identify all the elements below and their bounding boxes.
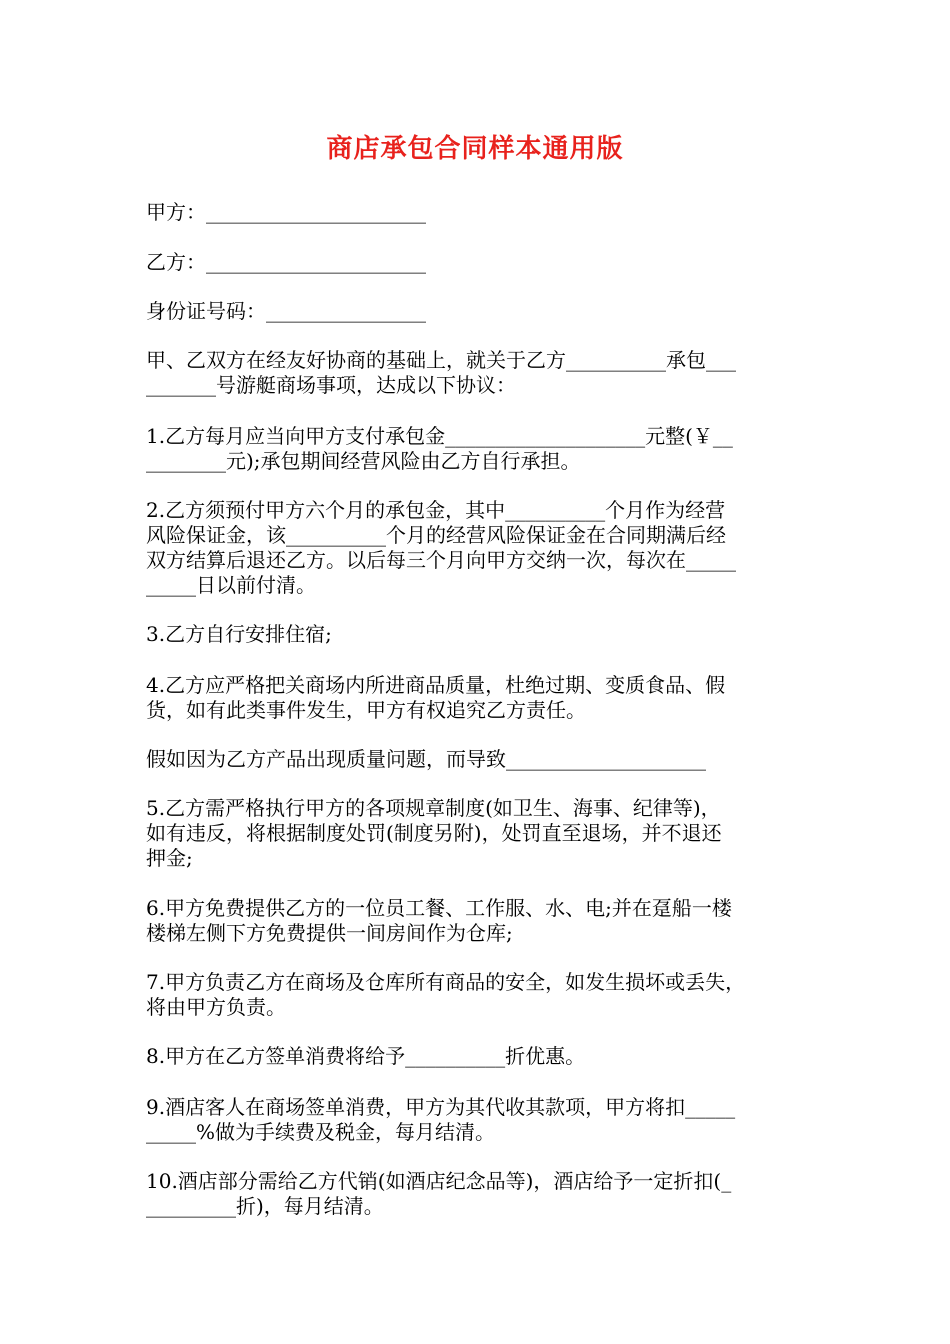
paragraph-line: 3.乙方自行安排住宿; <box>146 622 332 646</box>
paragraph-line: 假如因为乙方产品出现质量问题，而导致____________________ <box>146 747 706 771</box>
clause-7 <box>146 970 818 1020</box>
paragraph-line: 风险保证金，该__________个月的经营风险保证金在合同期满后经 <box>146 523 726 547</box>
clause-4 <box>146 673 818 723</box>
paragraph-line: _____日以前付清。 <box>146 573 316 597</box>
paragraph-line: ________元);承包期间经营风险由乙方自行承担。 <box>146 449 581 473</box>
preamble-paragraph <box>146 348 818 398</box>
paragraph-line: 楼梯左侧下方免费提供一间房间作为仓库; <box>146 921 513 945</box>
paragraph-line: _________折)，每月结清。 <box>146 1194 384 1218</box>
paragraph-line: 甲方：______________________ <box>146 200 426 224</box>
paragraph-line: 将由甲方负责。 <box>146 995 286 1019</box>
paragraph-line: 10.酒店部分需给乙方代销(如酒店纪念品等)，酒店给予一定折扣(_ <box>146 1169 732 1193</box>
paragraph-line: 如有违反，将根据制度处罚(制度另附)，处罚直至退场，并不退还 <box>146 821 722 845</box>
document-title: 商店承包合同样本通用版 <box>326 134 624 164</box>
clause-2 <box>146 498 818 598</box>
clause-8 <box>146 1044 818 1069</box>
clause-5 <box>146 796 818 871</box>
paragraph-line: 7.甲方负责乙方在商场及仓库所有商品的安全，如发生损坏或丢失， <box>146 970 746 994</box>
paragraph-line: _______号游艇商场事项，达成以下协议： <box>146 373 516 397</box>
clause-1 <box>146 424 818 474</box>
paragraph-line: 5.乙方需严格执行甲方的各项规章制度(如卫生、海事、纪律等)， <box>146 796 721 820</box>
clause-4-note <box>146 747 818 772</box>
paragraph-line: 身份证号码：________________ <box>146 299 426 323</box>
paragraph-line: 2.乙方须预付甲方六个月的承包金，其中__________个月作为经营 <box>146 498 726 522</box>
paragraph-line: _____%做为手续费及税金，每月结清。 <box>146 1120 496 1144</box>
id-number-field <box>146 299 818 324</box>
paragraph-line: 押金; <box>146 846 193 870</box>
paragraph-line: 1.乙方每月应当向甲方支付承包金____________________元整(￥__ <box>146 424 733 448</box>
paragraph-line: 8.甲方在乙方签单消费将给予__________折优惠。 <box>146 1044 586 1068</box>
clause-9 <box>146 1095 818 1145</box>
party-b-field <box>146 250 818 275</box>
paragraph-line: 6.甲方免费提供乙方的一位员工餐、工作服、水、电;并在趸船一楼 <box>146 896 732 920</box>
party-a-field <box>146 200 818 225</box>
paragraph-line: 乙方：______________________ <box>146 250 426 274</box>
paragraph-line: 4.乙方应严格把关商场内所进商品质量，杜绝过期、变质食品、假 <box>146 673 726 697</box>
clause-3 <box>146 622 818 647</box>
paragraph-line: 甲、乙双方在经友好协商的基础上，就关于乙方__________承包___ <box>146 348 736 372</box>
clause-6 <box>146 896 818 946</box>
paragraph-line: 货，如有此类事件发生，甲方有权追究乙方责任。 <box>146 698 586 722</box>
clause-10 <box>146 1169 818 1219</box>
paragraph-line: 双方结算后退还乙方。以后每三个月向甲方交纳一次，每次在_____ <box>146 548 736 572</box>
paragraph-line: 9.酒店客人在商场签单消费，甲方为其代收其款项，甲方将扣_____ <box>146 1095 736 1119</box>
